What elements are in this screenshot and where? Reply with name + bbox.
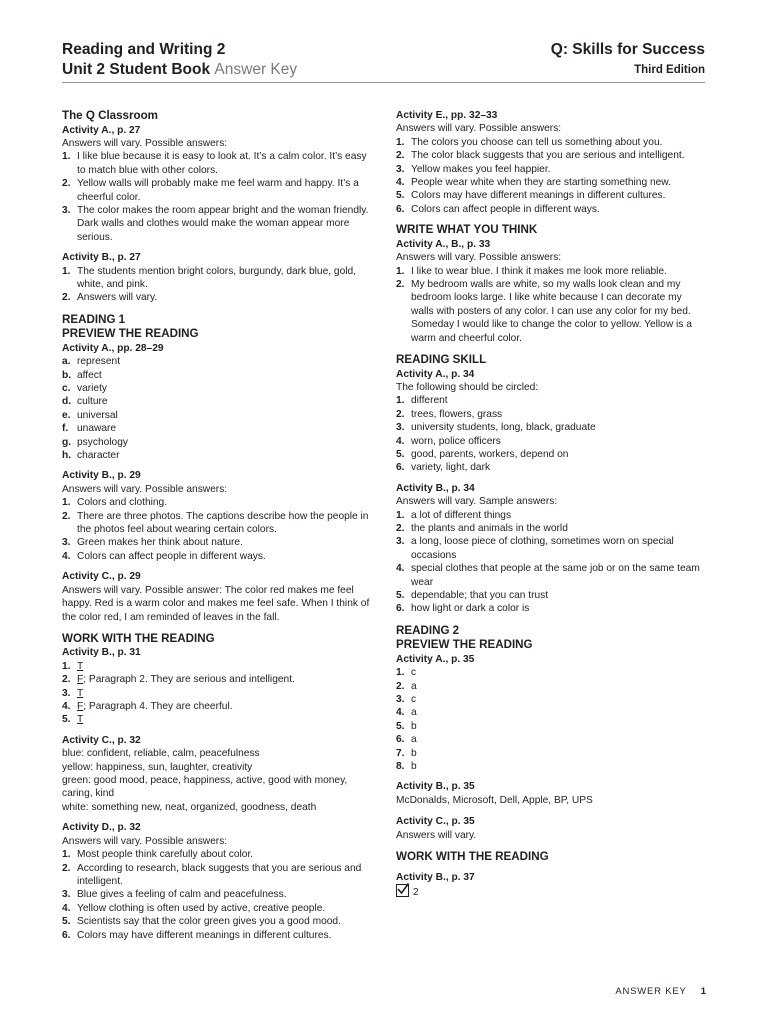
list-item — [62, 265, 370, 292]
reading2-b-section — [396, 780, 706, 807]
item-text: how light or dark a color is — [411, 603, 530, 615]
color-line: blue: confident, reliable, calm, peacefulness — [62, 748, 260, 760]
item-number: a. — [62, 356, 71, 368]
color-line: white: something new, neat, organized, goodness, death — [62, 801, 317, 813]
item-text: b — [411, 747, 417, 759]
section-subheading: PREVIEW THE READING — [62, 327, 199, 341]
work1-d-section — [62, 821, 370, 942]
color-line: yellow: happiness, sun, laughter, creativity — [62, 761, 253, 773]
book-title: Reading and Writing 2 — [62, 41, 226, 58]
true-false-answer: F — [77, 701, 84, 713]
item-text: c — [411, 667, 417, 679]
answer-list — [396, 509, 706, 616]
color-line: green: good mood, peace, happiness, active, good with money, caring, kind — [62, 775, 348, 800]
page-header-right — [551, 40, 705, 76]
list-item — [62, 177, 370, 204]
answer-list — [396, 265, 706, 345]
item-number: 3. — [396, 422, 405, 434]
activity-title: Activity B., p. 37 — [396, 871, 475, 883]
item-text: variety, light, dark — [411, 462, 491, 474]
item-number: 5. — [396, 190, 405, 202]
activity-text: Answers will vary. — [396, 829, 477, 841]
item-number: 4. — [396, 563, 405, 575]
item-text: character — [77, 450, 120, 462]
item-number: 2. — [62, 862, 71, 874]
answer-list — [62, 355, 370, 462]
item-text: I like to wear blue. I think it makes me look more reliable. — [411, 265, 667, 277]
activity-title: Activity C., p. 35 — [396, 816, 475, 828]
list-item — [62, 660, 370, 673]
list-item — [396, 461, 706, 474]
list-item — [396, 562, 706, 589]
list-item — [396, 509, 706, 522]
work-with-reading1-section — [62, 632, 370, 727]
checked-answer-value: 2 — [413, 887, 419, 898]
item-number: g. — [62, 436, 72, 448]
right-column — [396, 109, 706, 906]
true-false-answer: T — [77, 714, 84, 726]
list-item — [396, 176, 706, 189]
list-item — [62, 915, 370, 928]
item-number: 1. — [396, 667, 405, 679]
item-number: 4. — [396, 707, 405, 719]
list-item — [62, 291, 370, 304]
activity-intro: Answers will vary. Possible answers: — [396, 123, 562, 135]
header-divider — [62, 82, 705, 83]
unit-title-bold: Unit 2 Student Book — [62, 61, 211, 78]
item-text: Most people think carefully about color. — [77, 849, 254, 861]
item-number: 1. — [62, 265, 71, 277]
item-text: special clothes that people at the same job or on the same team wear — [411, 563, 700, 588]
list-item — [62, 409, 370, 422]
item-number: 2. — [396, 150, 405, 162]
list-item — [62, 382, 370, 395]
item-number: 2. — [62, 510, 71, 522]
list-item — [62, 436, 370, 449]
item-text: b — [411, 720, 417, 732]
list-item — [62, 150, 370, 177]
activity-title: Activity B., p. 29 — [62, 470, 141, 482]
list-item — [396, 535, 706, 562]
item-number: 1. — [62, 151, 71, 163]
item-text: Scientists say that the color green gives you a good mood. — [77, 916, 341, 928]
item-number: 6. — [62, 929, 71, 941]
list-item — [62, 496, 370, 509]
answer-list — [396, 394, 706, 474]
write-what-you-think-section — [396, 223, 706, 345]
item-number: 1. — [396, 395, 405, 407]
list-item — [62, 395, 370, 408]
item-number: 2. — [62, 674, 71, 686]
list-item — [62, 355, 370, 368]
item-number: 4. — [396, 435, 405, 447]
item-number: 5. — [396, 720, 405, 732]
checked-answer — [396, 884, 706, 899]
reading-skill-section — [396, 353, 706, 475]
item-number: 1. — [396, 265, 405, 277]
item-text: Blue gives a feeling of calm and peacefulness. — [77, 889, 287, 901]
item-text: a lot of different things — [411, 509, 512, 521]
item-text: Yellow clothing is often used by active, creative people. — [77, 902, 326, 914]
list-item — [396, 278, 706, 345]
item-text: psychology — [77, 436, 128, 448]
item-text: c — [411, 694, 417, 706]
item-number: 1. — [62, 660, 71, 672]
q-classroom-section — [62, 109, 370, 244]
item-text: According to research, black suggests that you are serious and intelligent. — [77, 862, 362, 887]
list-item — [62, 700, 370, 713]
item-text: represent — [77, 356, 121, 368]
list-item — [62, 536, 370, 549]
list-item — [396, 680, 706, 693]
item-number: 3. — [62, 537, 71, 549]
item-text: a — [411, 734, 417, 746]
item-text: a — [411, 680, 417, 692]
answer-list — [62, 496, 370, 563]
item-number: b. — [62, 369, 72, 381]
activity-title: Activity A., p. 34 — [396, 368, 475, 380]
item-number: h. — [62, 450, 72, 462]
item-number: 5. — [396, 448, 405, 460]
item-number: 2. — [396, 680, 405, 692]
item-text: the plants and animals in the world — [411, 522, 568, 534]
item-text: university students, long, black, graduate — [411, 422, 596, 434]
item-number: c. — [62, 383, 71, 394]
item-text: The color black suggests that you are serious and intelligent. — [411, 150, 685, 162]
answer-list — [62, 265, 370, 305]
checkbox-checked-icon — [396, 884, 409, 897]
list-item — [62, 713, 370, 726]
item-number: 6. — [396, 203, 405, 215]
section-subheading: PREVIEW THE READING — [396, 638, 533, 652]
list-item — [62, 687, 370, 700]
item-text: Yellow makes you feel happier. — [411, 163, 551, 175]
section-heading: The Q Classroom — [62, 109, 158, 122]
item-number: 3. — [62, 204, 71, 216]
reading1-c-section — [62, 570, 370, 624]
list-item — [396, 189, 706, 202]
list-item — [62, 369, 370, 382]
item-number: 1. — [396, 136, 405, 148]
reading2-c-section — [396, 815, 706, 842]
list-item — [396, 602, 706, 615]
list-item — [396, 408, 706, 421]
item-number: 2. — [62, 178, 71, 190]
item-text: worn, police officers — [411, 435, 501, 447]
section-heading: WORK WITH THE READING — [396, 850, 549, 864]
list-item — [62, 449, 370, 462]
list-item — [62, 888, 370, 901]
activity-title: Activity D., p. 32 — [62, 822, 141, 834]
section-heading: READING 1 — [62, 312, 126, 326]
item-text: good, parents, workers, depend on — [411, 448, 569, 460]
activity-e-section — [396, 109, 706, 216]
item-number: 5. — [396, 590, 405, 601]
item-number: 1. — [62, 849, 71, 861]
list-item — [396, 760, 706, 773]
item-text: b — [411, 761, 417, 773]
item-number: 2. — [396, 522, 405, 534]
item-text: Green makes her think about nature. — [77, 537, 243, 549]
list-item — [62, 550, 370, 563]
list-item — [396, 733, 706, 746]
list-item — [396, 693, 706, 706]
list-item — [62, 204, 370, 244]
section-heading: WRITE WHAT YOU THINK — [396, 223, 538, 237]
activity-intro: The following should be circled: — [396, 381, 539, 393]
page-footer — [615, 986, 706, 997]
answer-list — [396, 666, 706, 773]
activity-title: Activity E., pp. 32–33 — [396, 110, 498, 121]
item-number: 3. — [62, 889, 71, 901]
item-number: 3. — [396, 163, 405, 175]
list-item — [396, 149, 706, 162]
item-number: f. — [62, 423, 69, 435]
item-text: The students mention bright colors, burgundy, dark blue, gold, white, and pink. — [77, 265, 356, 290]
unit-title — [62, 60, 297, 80]
unit-title-gray: Answer Key — [214, 61, 298, 78]
list-item — [396, 706, 706, 719]
item-number: 3. — [396, 536, 405, 548]
activity-title: Activity C., p. 29 — [62, 571, 141, 583]
list-item — [396, 203, 706, 216]
item-text: People wear white when they are starting something new. — [411, 177, 671, 189]
reading-skill-b-section — [396, 482, 706, 616]
activity-title: Activity B., p. 31 — [62, 647, 141, 659]
list-item — [396, 666, 706, 679]
true-false-answer: F — [77, 674, 84, 686]
item-text: Colors may have different meanings in different cultures. — [411, 190, 666, 202]
item-text: a — [411, 707, 417, 719]
item-text: The colors you choose can tell us something about you. — [411, 136, 663, 148]
item-text: culture — [77, 396, 108, 408]
series-brand: Q: Skills for Success — [550, 41, 705, 58]
item-number: 2. — [62, 292, 71, 304]
activity-intro: Answers will vary. Possible answers: — [396, 252, 562, 264]
work1-c-section — [62, 734, 370, 814]
item-number: 3. — [62, 687, 71, 699]
activity-intro: Answers will vary. Possible answers: — [62, 835, 228, 847]
item-text: Colors may have different meanings in different cultures. — [77, 929, 332, 941]
item-number: 1. — [62, 497, 71, 509]
item-text: The color makes the room appear bright and the woman friendly. Dark walls and clothes would make the woman appear more serious. — [77, 204, 369, 243]
item-number: 4. — [62, 902, 71, 914]
left-column — [62, 109, 370, 949]
activity-title: Activity B., p. 34 — [396, 482, 475, 494]
list-item — [396, 747, 706, 760]
activity-title: Activity A., pp. 28–29 — [62, 342, 164, 354]
item-text: trees, flowers, grass — [411, 408, 503, 420]
item-text: Colors can affect people in different ways. — [411, 203, 600, 215]
item-number: 4. — [62, 701, 71, 713]
list-item — [396, 589, 706, 602]
list-item — [396, 394, 706, 407]
item-text: universal — [77, 409, 118, 421]
reading1-b-section — [62, 469, 370, 563]
true-false-answer: T — [77, 660, 84, 672]
item-number: 4. — [396, 177, 405, 189]
list-item — [62, 902, 370, 915]
activity-title: Activity C., p. 32 — [62, 734, 141, 746]
answer-list — [62, 150, 370, 244]
item-number: 7. — [396, 747, 405, 759]
activity-title: Activity A., B., p. 33 — [396, 238, 491, 250]
item-number: e. — [62, 409, 71, 421]
list-item — [396, 163, 706, 176]
item-text: ; Paragraph 2. They are serious and intelligent. — [83, 674, 295, 686]
item-number: 2. — [396, 278, 405, 290]
work-with-reading2-section — [396, 850, 706, 899]
activity-title: Activity B., p. 35 — [396, 781, 475, 793]
item-number: 6. — [396, 603, 405, 615]
item-text: variety — [77, 383, 108, 394]
answer-list — [62, 848, 370, 942]
item-number: 2. — [396, 408, 405, 420]
list-item — [62, 862, 370, 889]
page-number: 1 — [700, 986, 706, 997]
edition-label: Third Edition — [634, 64, 705, 76]
answer-list — [396, 136, 706, 216]
footer-label: ANSWER KEY — [615, 986, 687, 997]
page-header-left — [62, 40, 297, 80]
item-text: My bedroom walls are white, so my walls look clean and my bedroom looks large. I like white because I can decorate my walls with posters of any color. I can use any color for my bed. Someday I would like to change the color to yellow. Yellow is a warm and cheerful color. — [411, 278, 692, 344]
item-number: 5. — [62, 714, 71, 726]
section-heading: WORK WITH THE READING — [62, 631, 215, 645]
item-number: 5. — [62, 916, 71, 928]
item-text: Colors can affect people in different ways. — [77, 550, 266, 562]
activity-intro: Answers will vary. Possible answers: — [62, 137, 228, 149]
activity-title: Activity A., p. 27 — [62, 124, 141, 136]
list-item — [396, 265, 706, 278]
activity-text: Answers will vary. Possible answer: The color red makes me feel happy. Red is a warm color and makes me feel safe. When I think of the color red, I am reminded of leaves in the fall. — [62, 584, 370, 623]
item-number: 4. — [62, 550, 71, 562]
item-number: 3. — [396, 694, 405, 706]
list-item — [62, 929, 370, 942]
item-text: different — [411, 395, 448, 407]
list-item — [396, 421, 706, 434]
item-number: d. — [62, 396, 72, 408]
section-heading: READING 2 — [396, 623, 460, 637]
item-text: There are three photos. The captions describe how the people in the photos feel about wearing certain colors. — [77, 510, 369, 536]
list-item — [62, 510, 370, 537]
item-text: Colors and clothing. — [77, 497, 168, 509]
activity-text: McDonalds, Microsoft, Dell, Apple, BP, UPS — [396, 794, 593, 806]
item-number: 6. — [396, 462, 405, 474]
list-item — [396, 720, 706, 733]
list-item — [62, 673, 370, 686]
section-heading: READING SKILL — [396, 353, 487, 366]
list-item — [396, 448, 706, 461]
item-number: 1. — [396, 509, 405, 521]
activity-title: Activity B., p. 27 — [62, 252, 141, 264]
activity-intro: Answers will vary. Possible answers: — [62, 483, 228, 495]
item-text: affect — [77, 369, 102, 381]
item-text: unaware — [77, 423, 117, 435]
activity-intro: Answers will vary. Sample answers: — [396, 496, 558, 508]
list-item — [396, 522, 706, 535]
true-false-answer: T — [77, 687, 84, 699]
list-item — [396, 136, 706, 149]
list-item — [62, 848, 370, 861]
reading2-section — [396, 624, 706, 774]
item-text: a long, loose piece of clothing, sometimes worn on special occasions — [411, 536, 674, 561]
item-text: Yellow walls will probably make me feel warm and happy. It’s a cheerful color. — [77, 178, 359, 203]
list-item — [62, 422, 370, 435]
q-classroom-b-section — [62, 251, 370, 305]
item-text: ; Paragraph 4. They are cheerful. — [83, 701, 233, 713]
reading1-section — [62, 313, 370, 463]
item-text: I like blue because it is easy to look at. It’s a calm color. It’s easy to match blue with other colors. — [77, 151, 367, 176]
item-number: 8. — [396, 761, 405, 773]
item-text: Answers will vary. — [77, 292, 158, 304]
item-number: 6. — [396, 734, 405, 746]
activity-title: Activity A., p. 35 — [396, 653, 475, 665]
answer-list — [62, 660, 370, 727]
item-text: dependable; that you can trust — [411, 590, 549, 601]
list-item — [396, 435, 706, 448]
